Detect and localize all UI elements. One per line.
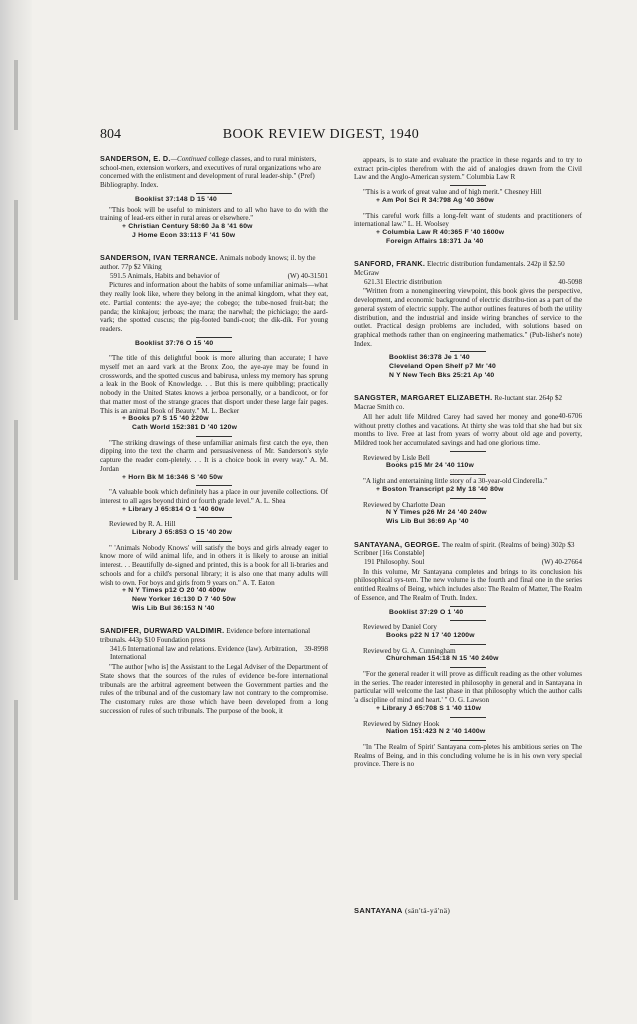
review-block bbox=[354, 609, 582, 618]
review-citation: + Horn Bk M 16:346 S '40 50w bbox=[122, 473, 223, 481]
review-quote: "The striking drawings of these unfamiliar animals first catch the eye, then dipping into the text the charm and persuasiveness of Mr. Sanderson's style capture the reader com-pletely. . . It is a choice book in every way." A. M. Jordan bbox=[100, 438, 328, 473]
review-citation: Nation 151:423 N 2 '40 1400w bbox=[386, 728, 486, 736]
review-citation: N Y Times p26 Mr 24 '40 240w bbox=[386, 509, 487, 517]
classification-line bbox=[354, 558, 582, 567]
left-column bbox=[100, 155, 328, 715]
review-citation: Wis Lib Bul 36:153 N '40 bbox=[132, 604, 215, 612]
separator-rule bbox=[450, 451, 486, 452]
separator-rule bbox=[450, 474, 486, 475]
entry-author: SANDERSON, E. D. bbox=[100, 154, 171, 163]
entry-gap bbox=[354, 380, 582, 394]
entry-title-line: The realm of spirit. (Realms of being) 302p $3 Scribner [16s Constable] bbox=[354, 540, 575, 558]
separator-rule bbox=[196, 541, 232, 542]
entry-title-line: Animals nobody knows; il. by the author. 77p $2 Viking bbox=[100, 254, 316, 272]
review-citation: Cleveland Open Shelf p7 Mr '40 bbox=[389, 363, 496, 371]
review-citation: Booklist 37:148 D 15 '40 bbox=[135, 195, 217, 203]
review-citation: + Books p7 S 15 '40 220w bbox=[122, 415, 209, 423]
entry-gap bbox=[100, 240, 328, 254]
review-citation: Booklist 37:76 O 15 '40 bbox=[135, 339, 214, 347]
separator-rule bbox=[196, 337, 232, 338]
page-header bbox=[100, 127, 542, 145]
review-citation: Booklist 37:29 O 1 '40 bbox=[389, 608, 464, 616]
subject-heading: 341.6 International law and relations. Evidence (law). Arbitration, International bbox=[110, 644, 298, 662]
review-citation: Churchman 154:18 N 15 '40 240w bbox=[386, 655, 499, 663]
scan-mark bbox=[14, 60, 18, 130]
review-block bbox=[100, 354, 328, 432]
separator-rule bbox=[450, 667, 486, 668]
running-head: BOOK REVIEW DIGEST, 1940 bbox=[222, 127, 420, 142]
review-block bbox=[100, 206, 328, 241]
entry-title-line: Re-luctant star. 264p $2 Macrae Smith co. bbox=[354, 394, 563, 412]
review-block bbox=[354, 188, 582, 205]
review-block bbox=[354, 354, 582, 380]
entry-author: SANDIFER, DURWARD VALDIMIR. bbox=[100, 626, 225, 636]
review-block bbox=[354, 623, 582, 640]
review-citation: Cath World 152:381 D '40 120w bbox=[132, 423, 238, 431]
separator-rule bbox=[450, 209, 486, 210]
separator-rule bbox=[450, 740, 486, 741]
classification-line bbox=[100, 645, 328, 662]
separator-rule bbox=[196, 485, 232, 486]
scan-mark bbox=[14, 700, 18, 900]
review-block bbox=[100, 340, 328, 349]
catalog-number: 39-8998 bbox=[304, 644, 328, 653]
separator-rule bbox=[450, 717, 486, 718]
separator-rule bbox=[196, 517, 232, 518]
review-citation: New Yorker 16:130 D 7 '40 50w bbox=[132, 595, 236, 603]
book-entry bbox=[354, 541, 582, 769]
review-block bbox=[100, 439, 328, 483]
review-quote: Reviewed by Charlotte Dean bbox=[363, 500, 446, 509]
entry-heading bbox=[354, 394, 582, 411]
review-citation: + N Y Times p12 O 20 '40 400w bbox=[122, 587, 226, 595]
review-citation: Library J 65:853 O 15 '40 20w bbox=[132, 529, 232, 537]
review-block bbox=[354, 212, 582, 247]
separator-rule bbox=[450, 644, 486, 645]
review-quote: " 'Animals Nobody Knows' will satisfy the boys and girls already eager to know more of wild animal life, and in others it is likely to arouse an initial interest. . . Beautifully de-signed and printed, this is a book for all li-braries and schools and for a child's personal library; it is also one that many adults will wish to own. For boys and girls from 9 years on." A. T. Eaton bbox=[100, 543, 328, 587]
review-quote: Reviewed by R. A. Hill bbox=[109, 520, 176, 529]
review-quote: Reviewed by Daniel Cory bbox=[363, 623, 437, 632]
separator-rule bbox=[450, 606, 486, 607]
review-block bbox=[354, 670, 582, 714]
entry-heading bbox=[100, 155, 328, 190]
review-citation: + Library J 65:708 S 1 '40 110w bbox=[376, 704, 482, 712]
entry-description: All her adult life Mildred Carey had saved her money and gone without pretty clothes and vacations. At thirty she was told that she had but six months to live. Free at last from years of worry about old age and poverty, Mildred took her accumulated savings and had one glorious time. bbox=[354, 412, 582, 447]
review-quote: "The title of this delightful book is more alluring than accurate; I have myself met an aard vark at the Bronx Zoo, the aye-aye may be found in crosswords, and the spotted cuscus and babirusa, unless my memory has sprung a leak in the Book of Knowledge. . . But this is mere quibbling; practically nobody in the United States knows a jerboa personally, or a bandicoot, or for that matter most of the strange graces that disport under these large fair pages. This is an animal Book of Beauty." M. L. Becker bbox=[100, 354, 328, 415]
review-quote: "A valuable book which definitely has a place in our juvenile collections. Of interest to all ages beyond third or fourth grade level." A. L. Shea bbox=[100, 488, 328, 505]
entry-title-line: Evidence before international tribunals. 443p $10 Foundation press bbox=[100, 627, 311, 645]
review-citation: Foreign Affairs 18:371 Ja '40 bbox=[386, 237, 484, 245]
entry-description: Pictures and information about the habits of some unfamiliar animals—what they really look like, where they belong in the animal kingdom, what they eat, etc. Partial contents: the aye-aye; the cobego; the tube-nosed fruit-bat; the panda; the kinkajou; jerboas; the mara; the narwhal; the pichiciago; the aard-vark; the spotted cuscus; the pig-footed bandi-coot; the dik-dik. For young readers. bbox=[100, 281, 328, 333]
entry-heading bbox=[354, 260, 582, 277]
book-entry bbox=[354, 156, 582, 246]
review-block bbox=[100, 488, 328, 514]
separator-rule bbox=[450, 351, 486, 352]
entry-author: SANDERSON, IVAN TERRANCE. bbox=[100, 253, 218, 263]
review-block bbox=[354, 454, 582, 471]
review-block bbox=[100, 544, 328, 614]
entry-description: "The author [who is] the Assistant to the Legal Adviser of the Department of State shows that the sources of the rules of evidence be-fore international tribunals are the arbitral agreement between the Government parties and the rules of the tribunal and of the customary law not contrary to the compromise. The customary rules are those which have been developed from a long succession of rules of such tribunals. The purpose of the book, it bbox=[100, 663, 328, 715]
entry-gap bbox=[100, 613, 328, 627]
entry-gap bbox=[354, 246, 582, 260]
review-citation: N Y New Tech Bks 25:21 Ap '40 bbox=[389, 371, 495, 379]
subject-heading: 591.5 Animals, Habits and behavior of bbox=[110, 271, 220, 280]
review-citation: + Christian Century 58:60 Ja 8 '41 60w bbox=[122, 222, 253, 230]
guide-word: SANTAYANA bbox=[354, 906, 403, 915]
scan-mark bbox=[14, 420, 18, 580]
right-column bbox=[354, 155, 582, 769]
entry-description: appears, is to state and evaluate the practice in these regards and to try to extract prin-ciples therefrom with the aid of analogies drawn from the Civil Law and the Anglo-American system." Columbia Law R bbox=[354, 156, 582, 182]
review-citation: + Am Pol Sci R 34:798 Ag '40 360w bbox=[376, 196, 494, 204]
review-quote: "This careful work fills a long-felt want of students and practitioners of international law." L. H. Woolsey bbox=[354, 211, 582, 229]
review-quote: "This book will be useful to ministers and to all who have to do with the training of lead-ers either in rural areas or elsewhere." bbox=[100, 205, 328, 223]
book-entry bbox=[100, 627, 328, 715]
entry-heading bbox=[100, 254, 328, 271]
scan-edge bbox=[0, 0, 32, 1024]
subject-heading: 191 Philosophy. Soul bbox=[364, 558, 425, 567]
classification-line bbox=[100, 272, 328, 281]
entry-heading bbox=[100, 627, 328, 644]
book-entry bbox=[100, 155, 328, 240]
entry-author: SANGSTER, MARGARET ELIZABETH. bbox=[354, 393, 493, 403]
book-entry bbox=[100, 254, 328, 613]
separator-rule bbox=[196, 193, 232, 194]
review-citation: + Boston Transcript p2 My 18 '40 80w bbox=[376, 485, 504, 493]
review-quote: Reviewed by Lisle Bell bbox=[363, 453, 430, 462]
review-block bbox=[354, 743, 582, 769]
review-citation: + Library J 65:814 O 1 '40 60w bbox=[122, 505, 225, 513]
catalog-number: 40-5098 bbox=[558, 277, 582, 286]
review-block bbox=[354, 477, 582, 494]
entry-author: SANFORD, FRANK. bbox=[354, 259, 426, 269]
review-quote: "A light and entertaining little story of a 30-year-old Cinderella." bbox=[363, 477, 548, 486]
entry-description: In this volume, Mr Santayana completes and brings to its conclusion his philosophical sys-tem. The new volume is the fourth and final one in the series entitled Realms of Being, which includes also: The Realm of Matter, The Realm of Essence, and The Realm of Truth. Index. bbox=[354, 567, 582, 602]
subject-heading: 621.31 Electric distribution bbox=[364, 277, 442, 286]
separator-rule bbox=[196, 351, 232, 352]
entry-gap bbox=[354, 527, 582, 541]
review-citation: Books p15 Mr 24 '40 110w bbox=[386, 462, 475, 470]
review-quote: "In 'The Realm of Spirit' Santayana com-pletes his ambitious series on The Realms of Being, and in this concluding volume he is in his own very special province. There is no bbox=[354, 742, 582, 769]
review-quote: Reviewed by Sidney Hook bbox=[363, 719, 440, 728]
review-quote: "This is a work of great value and of high merit." Chesney Hill bbox=[363, 188, 542, 197]
review-citation: Wis Lib Bul 36:69 Ap '40 bbox=[386, 517, 469, 525]
review-block bbox=[100, 196, 328, 205]
separator-rule bbox=[450, 185, 486, 186]
separator-rule bbox=[196, 436, 232, 437]
review-citation: Books p22 N 17 '40 1200w bbox=[386, 631, 475, 639]
guide-word-pronunciation: (sän'tä-yä'nä) bbox=[404, 906, 451, 915]
catalog-number: 40-6706 bbox=[558, 411, 582, 420]
catalog-number: (W) 40-27664 bbox=[541, 558, 582, 567]
entry-heading bbox=[354, 541, 582, 558]
footer-guide-word bbox=[354, 906, 582, 915]
scan-mark bbox=[14, 200, 18, 320]
review-quote: Reviewed by G. A. Cunningham bbox=[363, 646, 456, 655]
page-number: 804 bbox=[100, 127, 121, 142]
continued-label: —Continued bbox=[170, 155, 207, 163]
entry-author: SANTAYANA, GEORGE. bbox=[354, 539, 441, 549]
review-citation: Booklist 36:378 Je 1 '40 bbox=[389, 354, 470, 362]
review-block bbox=[354, 647, 582, 664]
review-citation: J Home Econ 33:113 F '41 50w bbox=[132, 231, 236, 239]
book-entry bbox=[354, 394, 582, 526]
review-quote: "For the general reader it will prove as difficult reading as the other volumes in the series. The reader interested in philosophy in general and in Santayana in particular will welcome the last phase in that philosophy which the author calls 'a discipline of mind and heart.' " O. G. Lawson bbox=[354, 670, 582, 705]
classification-line bbox=[354, 278, 582, 287]
entry-description: "Written from a nonengineering viewpoint, this book gives the perspective, development, and economic background of electric distribu-tion as a part of the general system of electric supply. The author outlines features of both the utility distribution, and the industrial and inside wiring branches of service to the outlet. Practical design problems are included, with solutions based on graphical methods rather than on engineering mathematics." (Pub-lisher's note) Index. bbox=[354, 287, 582, 348]
entry-title-line: college classes, and to rural ministers, school-men, extension workers, and executives of rural organizations who are concerned with the enlistment and development of rural leader-ship." (Pref) Bibliography. Index. bbox=[100, 155, 322, 190]
entry-title-line: Electric distribution fundamentals. 242p il $2.50 McGraw bbox=[354, 260, 565, 278]
catalog-number: (W) 40-31501 bbox=[287, 271, 328, 280]
review-citation: + Columbia Law R 40:365 F '40 1600w bbox=[376, 228, 505, 236]
separator-rule bbox=[450, 620, 486, 621]
review-block bbox=[354, 501, 582, 527]
book-entry bbox=[354, 260, 582, 380]
separator-rule bbox=[450, 498, 486, 499]
review-block bbox=[354, 720, 582, 737]
review-block bbox=[100, 520, 328, 537]
